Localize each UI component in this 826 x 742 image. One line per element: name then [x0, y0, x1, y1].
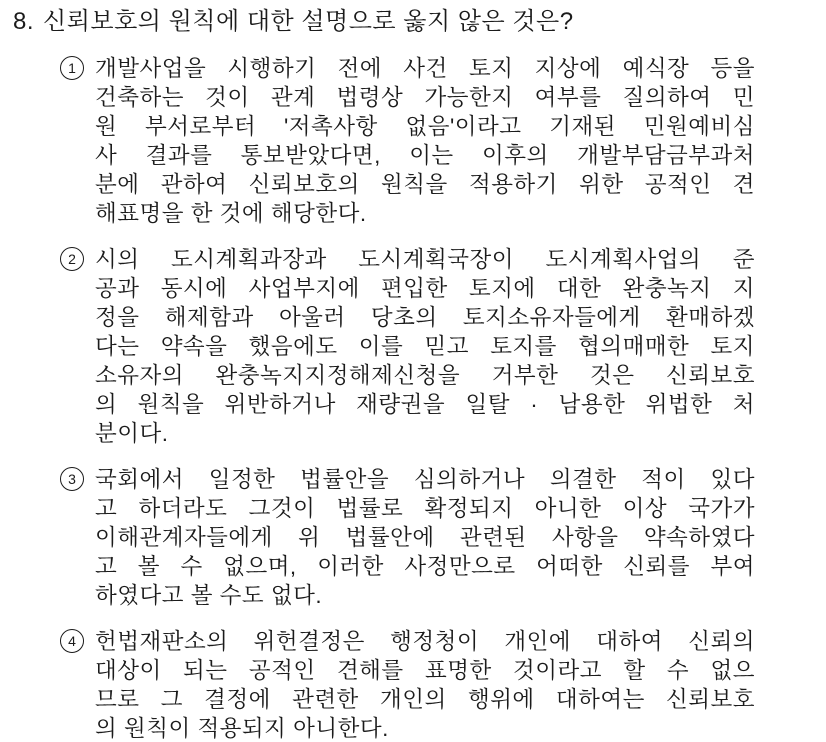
- option-text-line: 의 원칙이 적용되지 아니한다.: [95, 716, 389, 741]
- option-text-line: 건축하는 것이 관계 법령상 가능한지 여부를 질의하여 민: [95, 85, 755, 110]
- question-header: [13, 7, 826, 37]
- option-text-line: 하였다고 볼 수도 없다.: [95, 583, 323, 608]
- answer-option-4[interactable]: [60, 627, 826, 742]
- options-list: [13, 54, 826, 742]
- option-text: [95, 627, 755, 742]
- option-text-line: 사 결과를 통보받았다면, 이는 이후의 개발부담금부과처: [95, 143, 755, 168]
- option-text-line: 원 부서로부터 '저촉사항 없음'이라고 기재된 민원예비심: [95, 114, 755, 139]
- option-number-circle[interactable]: [60, 467, 84, 491]
- option-number-digit: 3: [68, 471, 76, 487]
- option-number-digit: 2: [68, 251, 76, 267]
- answer-option-1[interactable]: [60, 54, 826, 228]
- answer-option-3[interactable]: [60, 465, 826, 610]
- option-number-circle[interactable]: [60, 56, 84, 80]
- option-text-line: 의 원칙을 위반하거나 재량권을 일탈 · 남용한 위법한 처: [95, 392, 755, 417]
- option-text-line: 시의 도시계획과장과 도시계획국장이 도시계획사업의 준: [95, 247, 755, 272]
- option-number-digit: 4: [68, 633, 76, 649]
- option-number-circle[interactable]: [60, 629, 84, 653]
- option-text-line: 공과 동시에 사업부지에 편입한 토지에 대한 완충녹지 지: [95, 276, 755, 301]
- option-number-digit: 1: [68, 60, 76, 76]
- question-number: 8.: [13, 8, 35, 35]
- question-title: 신뢰보호의 원칙에 대한 설명으로 옳지 않은 것은?: [43, 8, 574, 35]
- option-text-line: 소유자의 완충녹지지정해제신청을 거부한 것은 신뢰보호: [95, 363, 755, 388]
- option-text-line: 헌법재판소의 위헌결정은 행정청이 개인에 대하여 신뢰의: [95, 629, 755, 654]
- option-text-line: 분이다.: [95, 421, 169, 446]
- option-text-line: 분에 관하여 신뢰보호의 원칙을 적용하기 위한 공적인 견: [95, 172, 755, 197]
- option-text-line: 이해관계자들에게 위 법률안에 관련된 사항을 약속하였다: [95, 525, 755, 550]
- answer-option-2[interactable]: [60, 245, 826, 448]
- option-text-line: 개발사업을 시행하기 전에 사건 토지 지상에 예식장 등을: [95, 56, 755, 81]
- option-text-line: 므로 그 결정에 관련한 개인의 행위에 대하여는 신뢰보호: [95, 687, 755, 712]
- option-text-line: 대상이 되는 공적인 견해를 표명한 것이라고 할 수 없으: [95, 658, 755, 683]
- option-text-line: 국회에서 일정한 법률안을 심의하거나 의결한 적이 있다: [95, 467, 755, 492]
- option-text-line: 해표명을 한 것에 해당한다.: [95, 201, 367, 226]
- option-text-line: 다는 약속을 했음에도 이를 믿고 토지를 협의매매한 토지: [95, 334, 755, 359]
- option-text: [95, 54, 755, 228]
- option-number-circle[interactable]: [60, 247, 84, 271]
- option-text-line: 고 볼 수 없으며, 이러한 사정만으로 어떠한 신뢰를 부여: [95, 554, 755, 579]
- option-text: [95, 245, 755, 448]
- option-text-line: 정을 해제함과 아울러 당초의 토지소유자들에게 환매하겠: [95, 305, 755, 330]
- option-text: [95, 465, 755, 610]
- option-text-line: 고 하더라도 그것이 법률로 확정되지 아니한 이상 국가가: [95, 496, 755, 521]
